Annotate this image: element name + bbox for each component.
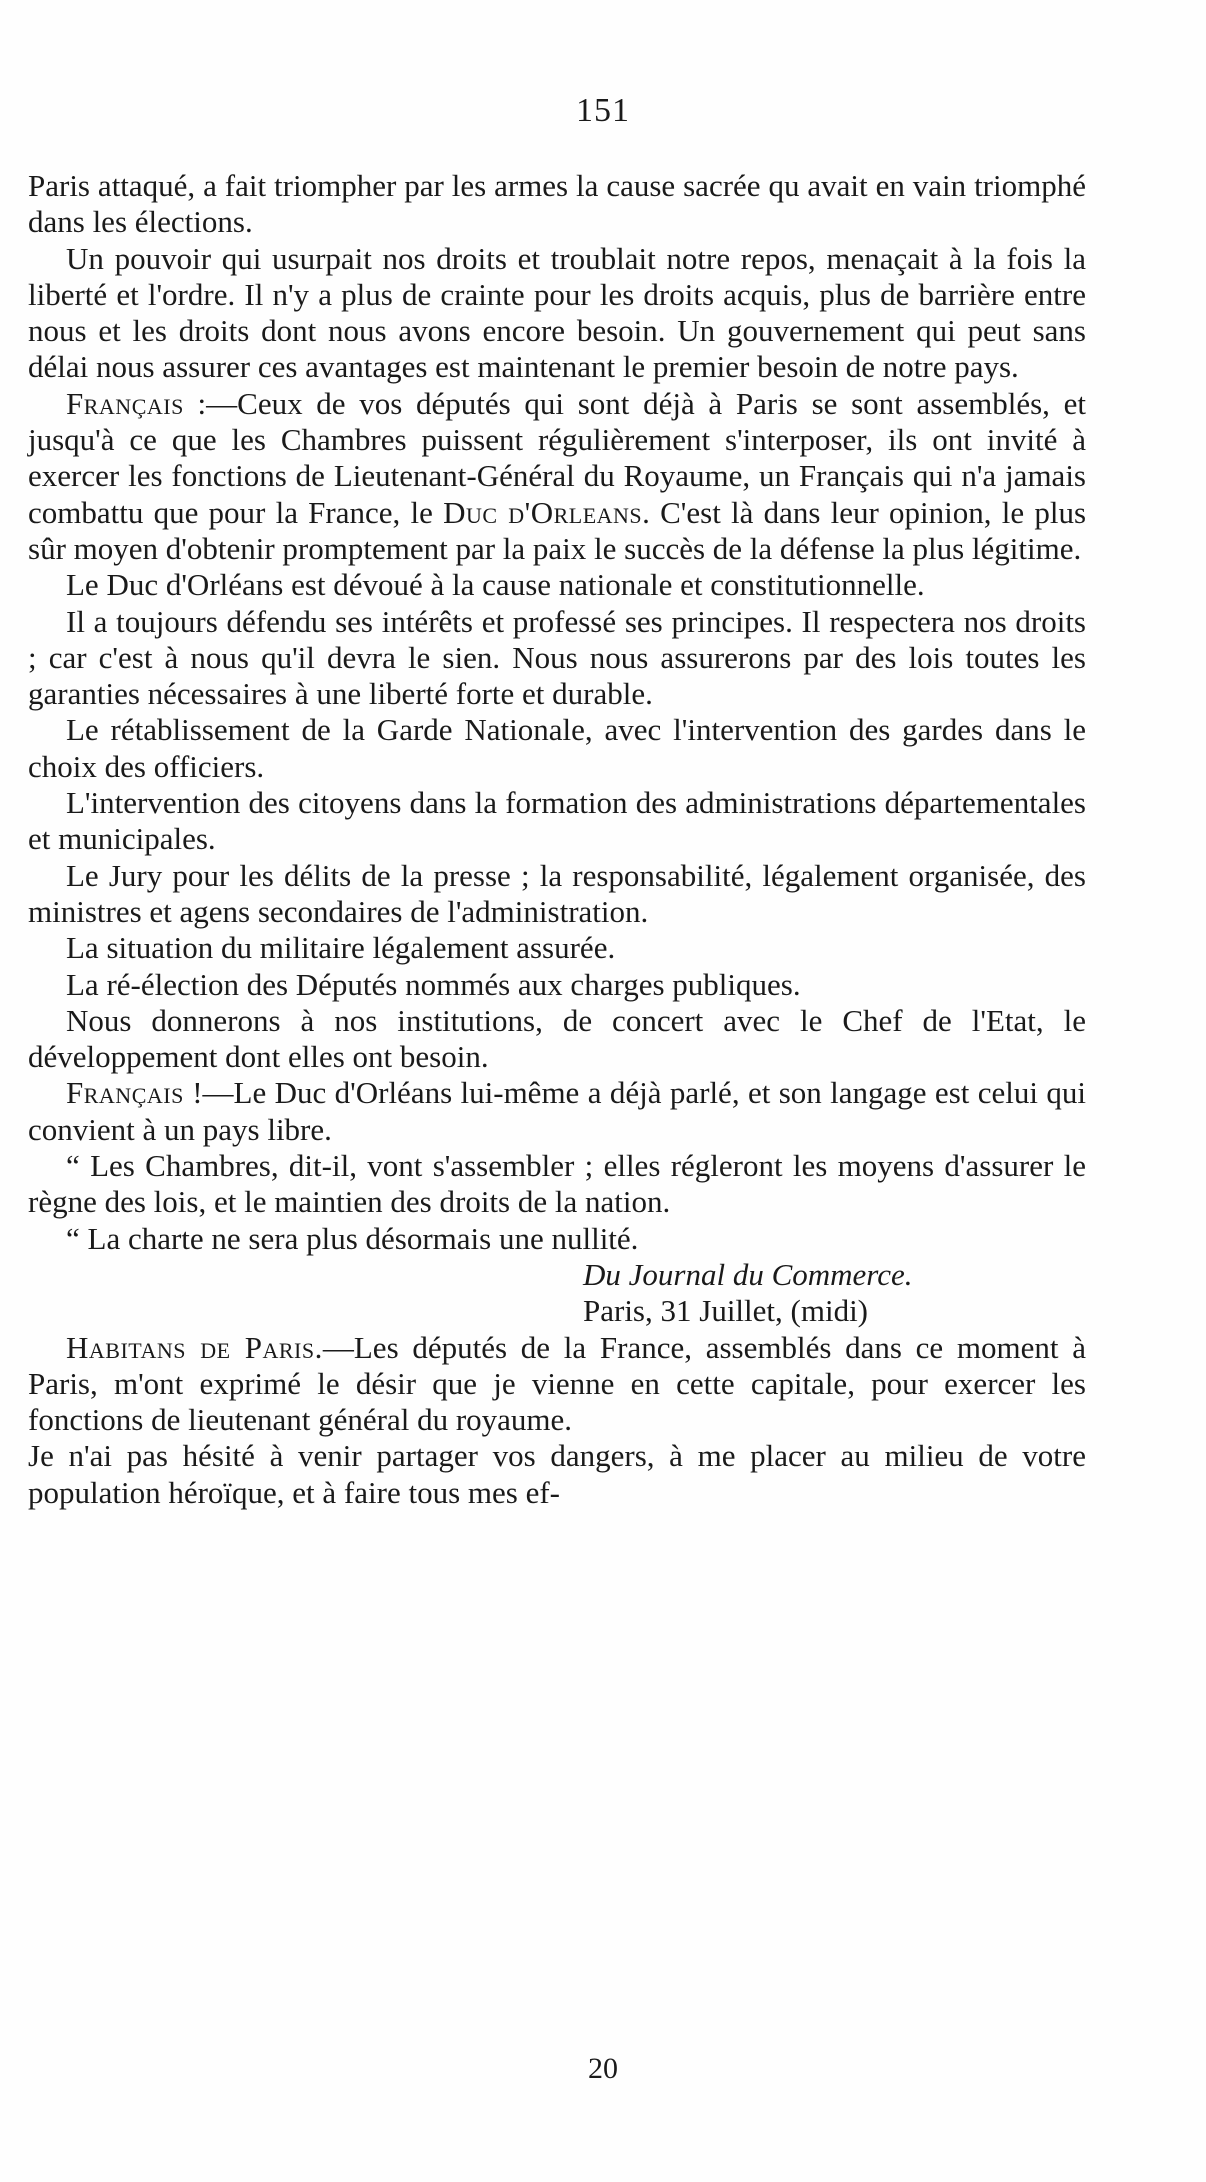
text-body	[28, 168, 1086, 1511]
dateline: Paris, 31 Juillet, (midi)	[583, 1293, 869, 1329]
paragraph-jury: Le Jury pour les délits de la presse ; la responsabilité, légalement organisée, des ministres et agens secondaires de l'administration.	[28, 857, 1086, 929]
paragraph-francais-deputes	[28, 386, 1086, 567]
paragraph-citoyens: L'intervention des citoyens dans la formation des administrations départementales et municipales.	[28, 785, 1086, 857]
paragraph-text: —Les députés de la France, assemblés dans ce moment à Paris, m'ont exprimé le désir que je vienne en cette capitale, pour exercer les fonctions de lieutenant général du royaume.	[28, 1329, 1087, 1438]
paragraph-militaire: La situation du militaire légalement assurée.	[66, 930, 616, 966]
paragraph-tail: . C'est là dans leur opinion, le plus sûr moyen d'obtenir promptement par la paix le succès de la défense la plus légitime.	[28, 494, 1087, 566]
source-line: Du Journal du Commerce.	[583, 1256, 913, 1292]
paragraph-text: :—Ceux de vos députés qui sont déjà à Paris se sont assemblés, et jusqu'à ce que les Chambres puissent régulièrement s'interposer, ils ont invité à exercer les fonctions de Lieutenant-Général du Royaume, un Français qui n'a jamais combattu que pour la France, le	[28, 385, 1086, 530]
paragraph-quote-chambres: “ Les Chambres, dit-il, vont s'assembler ; elles régleront les moyens d'assurer le règne des lois, et le maintien des droits de la nation.	[28, 1148, 1086, 1220]
lead-word: Habitans de Paris.	[66, 1329, 323, 1365]
paragraph-interets: Il a toujours défendu ses intérêts et professé ses principes. Il respectera nos droits ; car c'est à nous qu'il devra le sien. Nous nous assurerons par des lois toutes les garanties nécessaires à une liberté forte et durable.	[28, 603, 1086, 712]
paragraph-continuation: Paris attaqué, a fait triompher par les armes la cause sacrée qu avait en vain triomphé dans les élections.	[28, 168, 1086, 240]
lead-word: Français	[66, 385, 184, 421]
paragraph-pouvoir: Un pouvoir qui usurpait nos droits et troublait notre repos, menaçait à la fois la liberté et l'ordre. Il n'y a plus de crainte pour les droits acquis, plus de barrière entre nous et les droits dont nous avons encore besoin. Un gouvernement qui peut sans délai nous assurer ces avantages est maintenant le premier besoin de notre pays.	[28, 240, 1086, 385]
paragraph-reelection: La ré-élection des Députés nommés aux charges publiques.	[66, 966, 801, 1002]
paragraph-institutions: Nous donnerons à nos institutions, de concert avec le Chef de l'Etat, le développement dont elles ont besoin.	[28, 1002, 1086, 1075]
paragraph-hesite: Je n'ai pas hésité à venir partager vos dangers, à me placer au milieu de votre population héroïque, et à faire tous mes ef-	[28, 1438, 1086, 1510]
duc-name: Duc d'Orleans	[443, 494, 643, 530]
paragraph-text: !—Le Duc d'Orléans lui-même a déjà parlé, et son langage est celui qui convient à un pays libre.	[28, 1075, 1086, 1147]
paragraph-garde-nationale: Le rétablissement de la Garde Nationale, avec l'intervention des gardes dans le choix des officiers.	[28, 712, 1086, 784]
paragraph-quote-charte: “ La charte ne sera plus désormais une nullité.	[66, 1220, 639, 1256]
page-number: 151	[576, 92, 630, 129]
signature-mark: 20	[588, 2052, 618, 2085]
paragraph-duc-devoue: Le Duc d'Orléans est dévoué à la cause nationale et constitutionnelle.	[66, 567, 925, 603]
paragraph-francais-duc	[28, 1075, 1086, 1148]
lead-word: Français	[66, 1075, 184, 1111]
paragraph-habitans	[28, 1330, 1086, 1439]
